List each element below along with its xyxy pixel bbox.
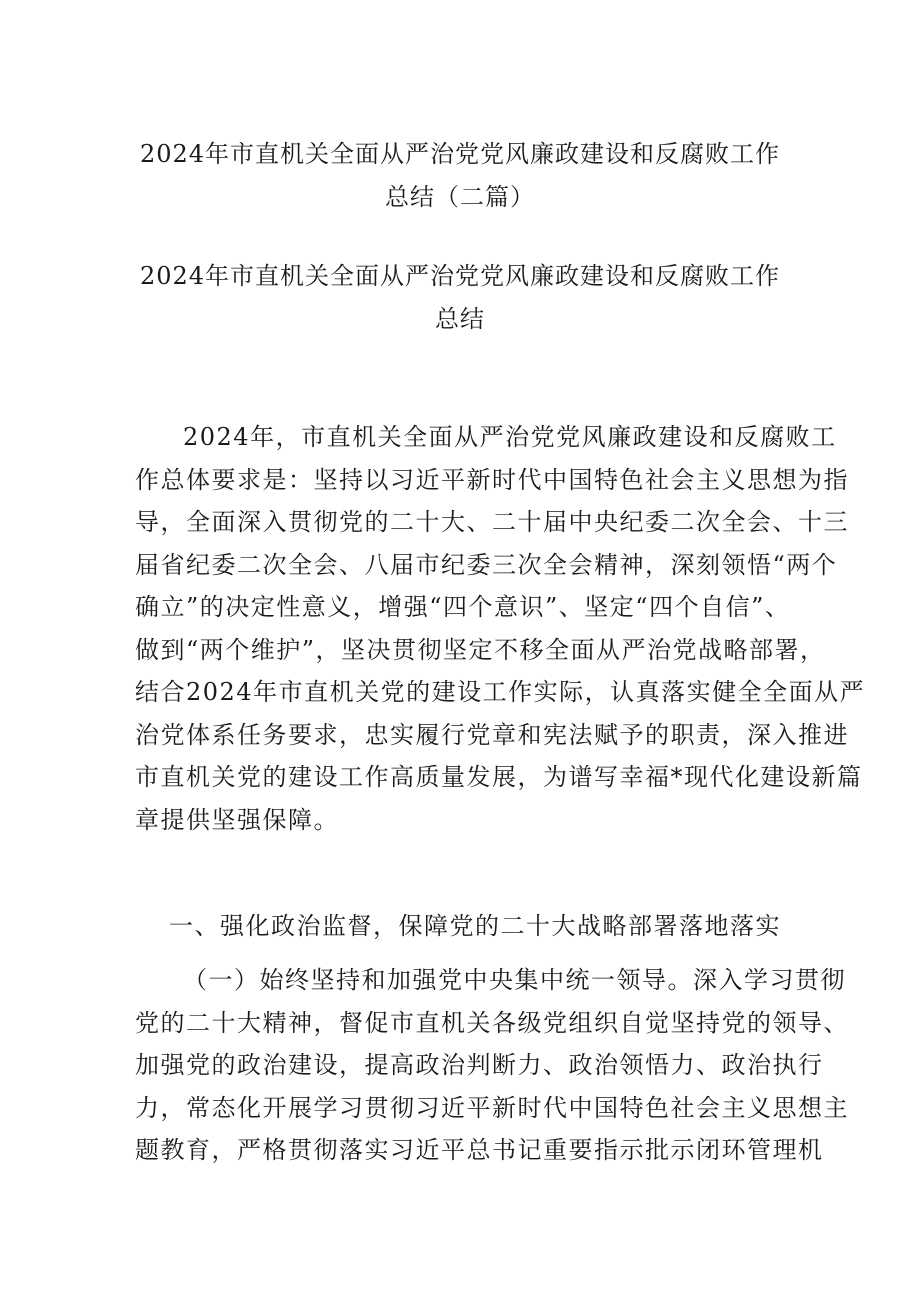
paragraph-line: 做到“两个维护”，坚决贯彻坚定不移全面从严治党战略部署， [135, 635, 826, 664]
sub-title-line-1: 2024年市直机关全面从严治党党风廉政建设和反腐败工作 [139, 262, 781, 290]
paragraph-line: 章提供坚强保障。 [135, 805, 339, 834]
paragraph-line: 导，全面深入贯彻党的二十大、二十届中央纪委二次全会、十三 [135, 508, 849, 536]
section-heading-1 [135, 905, 785, 948]
paragraph-line: 市直机关党的建设工作高质量发展，为谱写幸福*现代化建设新篇 [135, 763, 863, 791]
sub-title-line-2: 总结 [435, 305, 485, 333]
paragraph-line: 届省纪委二次全会、八届市纪委三次全会精神，深刻领悟“两个 [135, 550, 838, 579]
paragraph-line: 治党体系任务要求，忠实履行党章和宪法赋予的职责，深入推进 [135, 720, 849, 749]
paragraph-line: 确立”的决定性意义，增强“四个意识”、坚定“四个自信”、 [135, 593, 791, 621]
paragraph-line: 作总体要求是：坚持以习近平新时代中国特色社会主义思想为指 [135, 465, 849, 494]
main-title-line-2: 总结（二篇） [385, 183, 535, 211]
paragraph-section-1-1 [135, 959, 849, 1172]
document-sub-title [130, 255, 790, 341]
paragraph-line: 2024年，市直机关全面从严治党党风廉政建设和反腐败工 [183, 423, 837, 451]
section-heading-text: 一、强化政治监督，保障党的二十大战略部署落地落实 [169, 912, 781, 940]
paragraph-intro [135, 416, 866, 841]
main-title-line-1: 2024年市直机关全面从严治党党风廉政建设和反腐败工作 [139, 140, 781, 168]
paragraph-line: 加强党的政治建设，提高政治判断力、政治领悟力、政治执行 [135, 1051, 824, 1079]
document-main-title [130, 133, 790, 219]
paragraph-line: 力，常态化开展学习贯彻习近平新时代中国特色社会主义思想主 [135, 1093, 849, 1122]
paragraph-line: （一）始终坚持和加强党中央集中统一领导。深入学习贯彻 [183, 966, 846, 994]
paragraph-line: 题教育，严格贯彻落实习近平总书记重要指示批示闭环管理机 [135, 1136, 824, 1164]
paragraph-line: 党的二十大精神，督促市直机关各级党组织自觉坚持党的领导、 [135, 1008, 849, 1037]
paragraph-line: 结合2024年市直机关党的建设工作实际，认真落实健全全面从严 [135, 678, 866, 706]
